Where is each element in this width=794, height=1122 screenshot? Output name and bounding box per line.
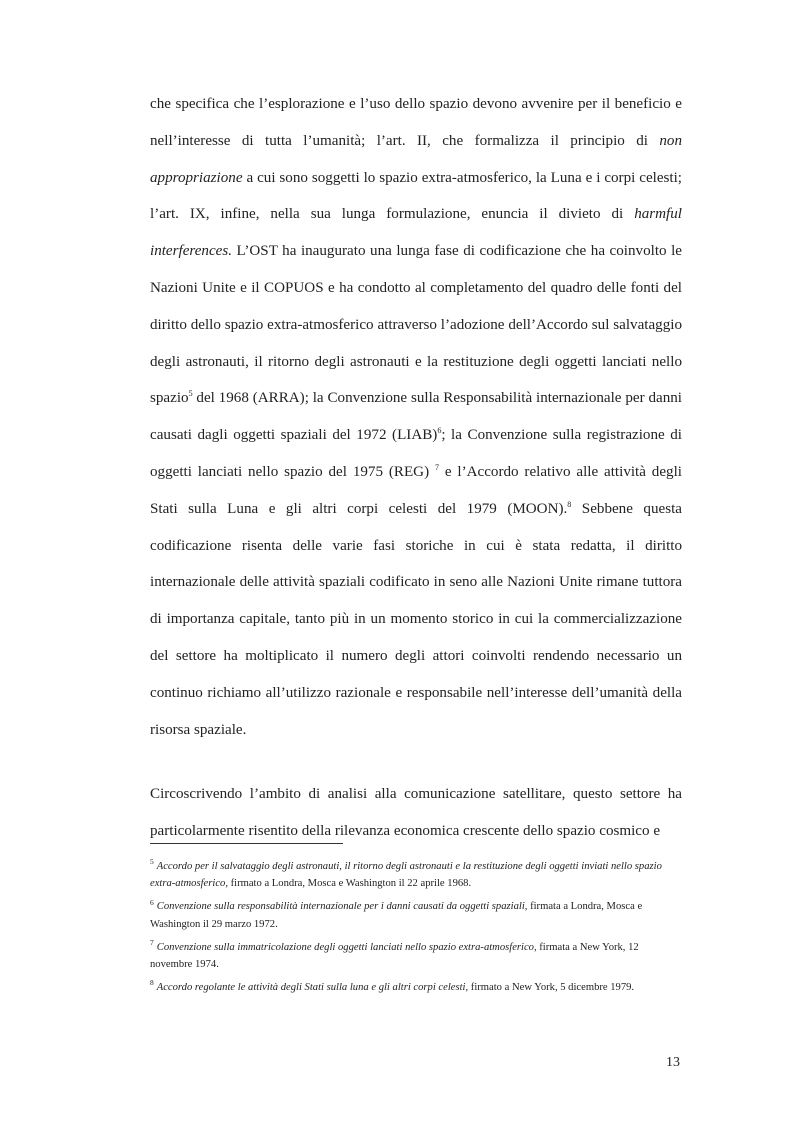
text-run: Sebbene questa codificazione risenta delle varie fasi storiche in cui è stata redatta, il diritto internazionale delle attività spaziali codificato in seno alle Nazioni Unite rimane tuttora di importanza capitale, tanto più in un momento storico in cui la commercializzazione del settore ha moltiplicato il numero degli attori coinvolti rendendo necessario un continuo richiamo all’utilizzo razionale e responsabile nell’interesse dell’umanità della risorsa spaziale.	[150, 500, 682, 738]
text-run: che specifica che l’esplorazione e l’uso dello spazio devono avvenire per il beneficio e nell’interesse di tutta l’umanità; l’art. II, che formalizza il principio di	[150, 96, 682, 149]
footnote-text: firmata a New York, 12 novembre 1974.	[150, 941, 639, 971]
footnote-ref: 7	[434, 462, 439, 472]
text-run: a cui sono soggetti lo spazio extra-atmosferico, la Luna e i corpi celesti; l’art. IX, infine, nella sua lunga formulazione, enuncia il divieto di	[150, 169, 682, 223]
text-run: e l’Accordo relativo alle attività degli Stati sulla Luna e gli altri corpi celesti del 1979 (MOON).	[150, 463, 682, 517]
footnote-6	[150, 898, 682, 933]
body-paragraph-1	[150, 86, 682, 748]
footnote-number: 7	[150, 938, 154, 948]
footnotes	[150, 858, 682, 1002]
footnote-title: Convenzione sulla immatricolazione degli oggetti lanciati nello spazio extra-atmosferico,	[156, 941, 537, 953]
footnote-text: firmata a Londra, Mosca e Washington il 29 marzo 1972.	[150, 901, 643, 930]
footnote-text: firmato a New York, 5 dicembre 1979.	[468, 981, 635, 993]
text-run: del 1968 (ARRA); la Convenzione sulla Responsabilità internazionale per danni causati dagli oggetti spaziali del 1972 (LIAB)	[150, 390, 682, 444]
footnote-title: Accordo per il salvataggio degli astronauti, il ritorno degli astronauti e la restituzione degli oggetti inviati nello spazio extra-atmosferico,	[150, 861, 662, 890]
footnote-8	[150, 979, 682, 996]
footnote-number: 8	[150, 978, 154, 988]
text-run: ; la Convenzione sulla registrazione di oggetti lanciati nello spazio del 1975 (REG)	[150, 427, 682, 480]
italic-term: harmful interferences.	[150, 206, 682, 260]
text-run: L’OST ha inaugurato una lunga fase di codificazione che ha coinvolto le Nazioni Unite e il COPUOS e ha condotto al completamento del quadro delle fonti del diritto dello spazio extra-atmosferico attraverso l’adozione dell’Accordo sul salvataggio degli astronauti, il ritorno degli astronauti e la restituzione degli oggetti lanciati nello spazio	[150, 243, 682, 407]
footnote-title: Accordo regolante le attività degli Stati sulla luna e gli altri corpi celesti,	[156, 981, 469, 993]
footnote-ref: 8	[567, 499, 572, 509]
footnote-ref: 6	[437, 426, 442, 436]
italic-term: non appropriazione	[150, 132, 682, 186]
footnote-text: firmato a Londra, Mosca e Washington il 22 aprile 1968.	[227, 878, 472, 890]
footnote-number: 5	[150, 857, 154, 867]
body-paragraph-2: Circoscrivendo l’ambito di analisi alla comunicazione satellitare, questo settore ha particolarmente risentito della rilevanza economica crescente dello spazio cosmico e	[150, 786, 682, 840]
footnote-5	[150, 858, 682, 893]
page-body	[150, 86, 682, 850]
footnote-title: Convenzione sulla responsabilità internazionale per i danni causati da oggetti spaziali,	[156, 901, 528, 913]
footnote-ref: 5	[188, 389, 193, 399]
footnote-number: 6	[150, 897, 154, 907]
footnote-7	[150, 939, 682, 974]
footnote-separator	[150, 843, 343, 844]
page-number: 13	[666, 1055, 680, 1070]
